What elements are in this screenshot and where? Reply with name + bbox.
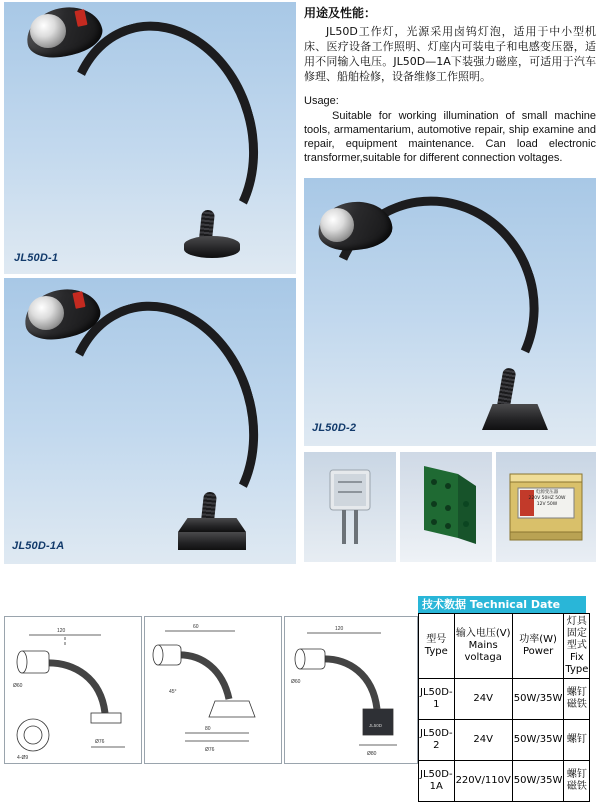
cell-type: JL50D-1 bbox=[419, 679, 455, 720]
svg-text:Ø80: Ø80 bbox=[367, 751, 377, 757]
photo-caption-3: JL50D-2 bbox=[312, 422, 357, 434]
cell-fixtype: 螺钉 bbox=[564, 720, 590, 761]
lamp-lens-2 bbox=[28, 296, 64, 330]
cell-power: 50W/35W bbox=[512, 720, 564, 761]
cell-power: 50W/35W bbox=[512, 761, 564, 802]
product-photo-jl50d-2 bbox=[304, 178, 596, 446]
lamp-base-3 bbox=[482, 404, 548, 430]
svg-text:Ø60: Ø60 bbox=[13, 683, 23, 689]
transformer-photo bbox=[496, 452, 596, 562]
drawing-jl50d-2 bbox=[144, 616, 282, 764]
drawing-jl50d-1 bbox=[4, 616, 142, 764]
svg-text:60: 60 bbox=[193, 624, 199, 630]
transformer-label: 电源变压器 bbox=[535, 490, 559, 495]
svg-text:JL50D: JL50D bbox=[369, 723, 383, 728]
col-fixtype: 灯具固定型式 Fix Type bbox=[564, 614, 590, 679]
lamp-lens-1 bbox=[30, 14, 66, 48]
tech-data-header bbox=[418, 596, 586, 613]
en-body: Suitable for working illumination of small machine tools, armamentarium, automotive repair, ship examine and repair, equipment maintenance. Can load electronic transformer,suitable for different connection voltages. bbox=[304, 110, 596, 164]
cell-voltage: 220V/110V bbox=[454, 761, 512, 802]
table-row bbox=[419, 761, 590, 802]
table-header-row bbox=[419, 614, 590, 679]
table-row bbox=[419, 720, 590, 761]
mounting-bracket-photo bbox=[400, 452, 492, 562]
lamp-base-round-1 bbox=[184, 236, 240, 258]
transformer-sub: 220V 50HZ 50W bbox=[528, 496, 566, 501]
svg-text:Ø76: Ø76 bbox=[95, 739, 105, 745]
product-photo-jl50d-1a bbox=[4, 278, 296, 564]
usage-label: Usage: bbox=[304, 95, 339, 107]
svg-text:Ø76: Ø76 bbox=[205, 747, 215, 753]
tech-data-title-cn: 技术数据 bbox=[422, 598, 466, 611]
tech-data-title-en: Technical Date bbox=[469, 598, 561, 611]
cell-type: JL50D-2 bbox=[419, 720, 455, 761]
product-photo-jl50d-1 bbox=[4, 2, 296, 274]
svg-text:45°: 45° bbox=[169, 689, 177, 695]
lamp-lens-3 bbox=[320, 208, 354, 242]
cell-fixtype: 螺钉 磁铁 bbox=[564, 761, 590, 802]
cell-power: 50W/35W bbox=[512, 679, 564, 720]
spec-table bbox=[418, 613, 590, 802]
svg-text:120: 120 bbox=[57, 628, 66, 634]
cn-title: 用途及性能： bbox=[304, 6, 377, 20]
table-row bbox=[419, 679, 590, 720]
svg-text:80: 80 bbox=[205, 726, 211, 732]
drawing-jl50d-1a bbox=[284, 616, 418, 764]
col-power: 功率(W) Power bbox=[512, 614, 564, 679]
cell-fixtype: 螺钉 磁铁 bbox=[564, 679, 590, 720]
col-type: 型号 Type bbox=[419, 614, 455, 679]
svg-text:4-Ø9: 4-Ø9 bbox=[17, 755, 29, 761]
transformer-sub2: 12V 50W bbox=[536, 502, 558, 507]
cell-type: JL50D-1A bbox=[419, 761, 455, 802]
photo-caption-1: JL50D-1 bbox=[14, 252, 59, 264]
col-voltage: 输入电压(V) Mains voltaga bbox=[454, 614, 512, 679]
svg-text:120: 120 bbox=[335, 626, 344, 632]
cn-body: JL50D工作灯，光源采用卤钨灯泡，适用于中小型机床、医疗设备工作照明、灯座内可装电子和电感变压器，适用不同输入电压。JL50D—1A下装强力磁座，可适用于汽车修理、船舶检修，设备维修工作照明。 bbox=[304, 25, 596, 83]
halogen-bulb-photo bbox=[304, 452, 396, 562]
svg-text:Ø60: Ø60 bbox=[291, 679, 301, 685]
description-block bbox=[304, 4, 596, 165]
cell-voltage: 24V bbox=[454, 679, 512, 720]
magnetic-base-1a bbox=[178, 518, 246, 532]
magnetic-base-body-1a bbox=[178, 532, 246, 550]
cell-voltage: 24V bbox=[454, 720, 512, 761]
photo-caption-2: JL50D-1A bbox=[12, 540, 65, 552]
